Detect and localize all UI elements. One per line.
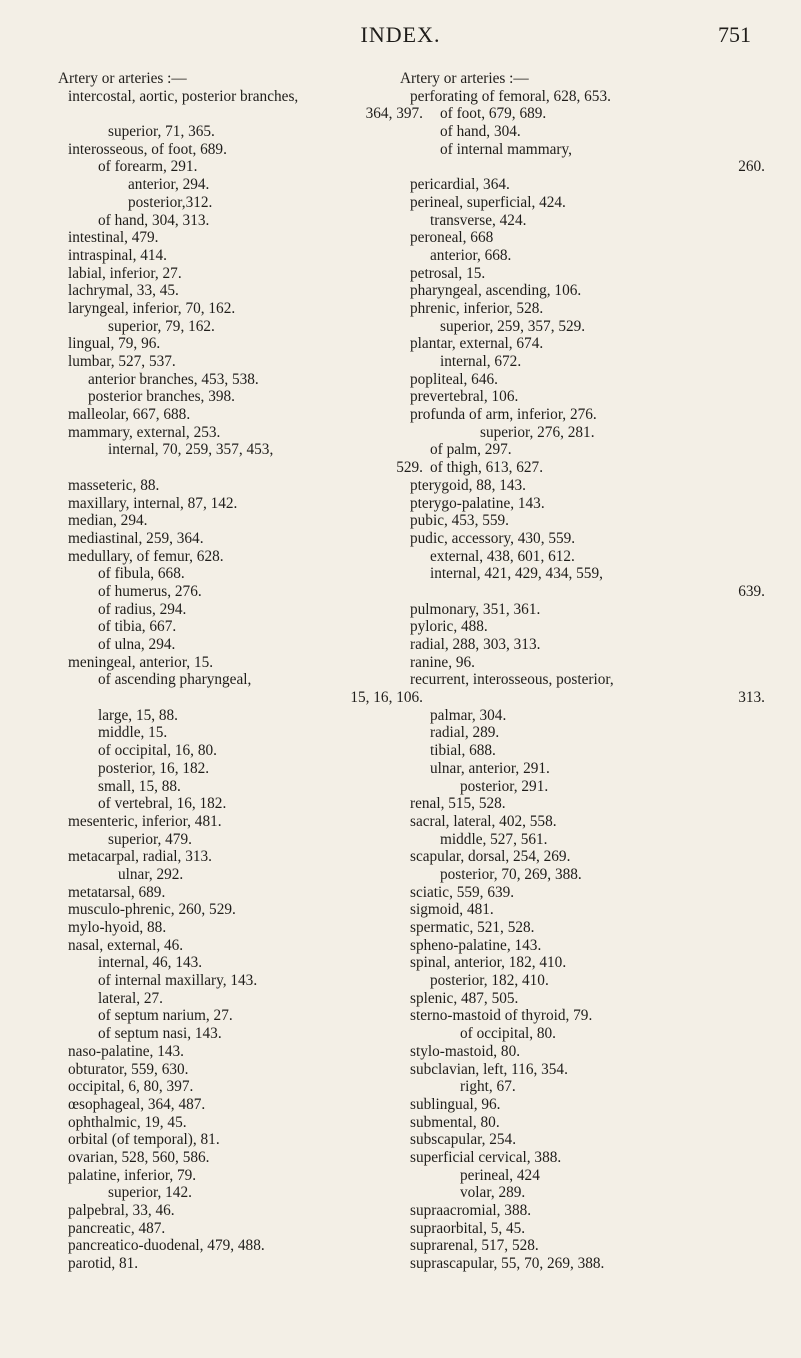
index-entry: recurrent, interosseous, posterior, bbox=[410, 671, 614, 689]
index-entry: small, 15, 88. bbox=[98, 777, 181, 795]
index-entry: pudic, accessory, 430, 559. bbox=[410, 529, 576, 547]
index-entry: mammary, external, 253. bbox=[68, 423, 221, 441]
index-entry: œsophageal, 364, 487. bbox=[68, 1095, 206, 1113]
index-entry: posterior branches, 398. bbox=[88, 388, 235, 406]
index-entry: pterygo-palatine, 143. bbox=[410, 494, 545, 512]
index-entry: volar, 289. bbox=[460, 1184, 526, 1202]
index-entry: large, 15, 88. bbox=[98, 706, 179, 724]
index-entry: profunda of arm, inferior, 276. bbox=[410, 406, 597, 424]
index-entry: superficial cervical, 388. bbox=[410, 1148, 562, 1166]
index-entry: splenic, 487, 505. bbox=[410, 989, 519, 1007]
index-entry: median, 294. bbox=[68, 512, 148, 530]
index-entries bbox=[58, 88, 423, 1273]
index-entry: 364, 397. bbox=[365, 105, 423, 123]
index-entry: pericardial, 364. bbox=[410, 176, 510, 194]
index-entry: nasal, external, 46. bbox=[68, 936, 184, 954]
running-title: INDEX. bbox=[360, 22, 441, 47]
index-entry: 529. bbox=[396, 459, 423, 477]
index-entry: 15, 16, 106. bbox=[350, 689, 423, 707]
index-entry: phrenic, inferior, 528. bbox=[410, 299, 544, 317]
index-entry: subclavian, left, 116, 354. bbox=[410, 1060, 568, 1078]
index-entry: of thigh, 613, 627. bbox=[430, 459, 544, 477]
index-entry: ovarian, 528, 560, 586. bbox=[68, 1148, 210, 1166]
index-entry: of vertebral, 16, 182. bbox=[98, 795, 227, 813]
index-entry: intercostal, aortic, posterior branches, bbox=[68, 87, 299, 105]
index-entry: peroneal, 668 bbox=[410, 229, 494, 247]
index-entry: pancreatic, 487. bbox=[68, 1219, 166, 1237]
index-entry: orbital (of temporal), 81. bbox=[68, 1131, 220, 1149]
index-entry: of septum narium, 27. bbox=[98, 1007, 233, 1025]
index-entry: of tibia, 667. bbox=[98, 618, 177, 636]
index-entry: supraacromial, 388. bbox=[410, 1202, 532, 1219]
index-entry: maxillary, internal, 87, 142. bbox=[68, 494, 238, 512]
index-entry: occipital, 6, 80, 397. bbox=[68, 1078, 194, 1096]
index-entry: internal, 421, 429, 434, 559, bbox=[430, 565, 603, 583]
index-entry: superior, 79, 162. bbox=[108, 317, 215, 335]
index-entry: of forearm, 291. bbox=[98, 158, 198, 176]
index-entry: pyloric, 488. bbox=[410, 618, 488, 636]
index-entry: 260. bbox=[738, 158, 765, 176]
index-entry: sublingual, 96. bbox=[410, 1095, 501, 1113]
index-column-left bbox=[58, 70, 423, 1273]
index-entry: suprarenal, 517, 528. bbox=[410, 1237, 539, 1255]
index-entry: 639. bbox=[738, 582, 765, 600]
index-entry: posterior, 16, 182. bbox=[98, 759, 210, 777]
index-entry: posterior, 70, 269, 388. bbox=[440, 865, 582, 883]
index-entry: laryngeal, inferior, 70, 162. bbox=[68, 299, 236, 317]
index-entry: meningeal, anterior, 15. bbox=[68, 653, 214, 671]
index-entry: mesenteric, inferior, 481. bbox=[68, 812, 222, 830]
index-entry: spinal, anterior, 182, 410. bbox=[410, 954, 567, 972]
index-entry: pterygoid, 88, 143. bbox=[410, 476, 526, 494]
column-heading: Artery or arteries :— bbox=[400, 70, 529, 87]
index-entry: submental, 80. bbox=[410, 1113, 500, 1131]
index-entry: prevertebral, 106. bbox=[410, 388, 519, 406]
index-entry: musculo-phrenic, 260, 529. bbox=[68, 901, 236, 919]
index-entry: perineal, superficial, 424. bbox=[410, 193, 566, 211]
index-entry: intestinal, 479. bbox=[68, 229, 159, 247]
page-number: 751 bbox=[718, 22, 751, 47]
index-entry: parotid, 81. bbox=[68, 1255, 139, 1273]
index-entry: pubic, 453, 559. bbox=[410, 512, 509, 530]
index-entry: anterior, 294. bbox=[128, 176, 210, 194]
index-entry: obturator, 559, 630. bbox=[68, 1060, 189, 1078]
index-entry: perforating of femoral, 628, 653. bbox=[410, 87, 611, 105]
index-entry: superior, 276, 281. bbox=[480, 423, 595, 441]
index-entry: of foot, 679, 689. bbox=[440, 105, 547, 123]
index-entry: transverse, 424. bbox=[430, 211, 527, 229]
index-entry: pancreatico-duodenal, 479, 488. bbox=[68, 1237, 265, 1255]
column-heading: Artery or arteries :— bbox=[58, 70, 187, 87]
index-entry: superior, 71, 365. bbox=[108, 123, 215, 141]
index-entry: of occipital, 80. bbox=[460, 1025, 557, 1043]
index-entry: metatarsal, 689. bbox=[68, 883, 166, 901]
index-entry: stylo-mastoid, 80. bbox=[410, 1042, 521, 1060]
index-entry: sterno-mastoid of thyroid, 79. bbox=[410, 1007, 593, 1025]
index-entry: external, 438, 601, 612. bbox=[430, 547, 575, 565]
index-entry: palatine, inferior, 79. bbox=[68, 1166, 197, 1184]
index-entry: radial, 289. bbox=[430, 724, 500, 742]
index-entry: middle, 527, 561. bbox=[440, 830, 548, 848]
index-entry: supraorbital, 5, 45. bbox=[410, 1219, 526, 1237]
index-entry: plantar, external, 674. bbox=[410, 335, 544, 353]
index-entry: interosseous, of foot, 689. bbox=[68, 140, 227, 158]
index-entry: anterior branches, 453, 538. bbox=[88, 370, 259, 388]
index-column-right bbox=[400, 70, 765, 1273]
index-entry: popliteal, 646. bbox=[410, 370, 498, 388]
index-entry: superior, 142. bbox=[108, 1184, 192, 1202]
index-entry: posterior,312. bbox=[128, 193, 213, 211]
index-entry: sacral, lateral, 402, 558. bbox=[410, 812, 557, 830]
index-entry: naso-palatine, 143. bbox=[68, 1042, 184, 1060]
index-entry: lachrymal, 33, 45. bbox=[68, 282, 179, 300]
index-entry: posterior, 291. bbox=[460, 777, 549, 795]
index-entry: 313. bbox=[738, 689, 765, 707]
index-entry: right, 67. bbox=[460, 1078, 516, 1096]
index-entry: ophthalmic, 19, 45. bbox=[68, 1113, 187, 1131]
index-entry: palmar, 304. bbox=[430, 706, 507, 724]
index-entry: internal, 46, 143. bbox=[98, 954, 203, 972]
index-entry: of hand, 304. bbox=[440, 123, 521, 141]
index-entry: superior, 259, 357, 529. bbox=[440, 317, 586, 335]
index-entry: of internal mammary, bbox=[440, 140, 572, 158]
index-entry: of radius, 294. bbox=[98, 600, 187, 618]
index-entry: internal, 672. bbox=[440, 353, 522, 370]
index-entry: lumbar, 527, 537. bbox=[68, 353, 176, 370]
index-entry: superior, 479. bbox=[108, 830, 192, 848]
index-entry: subscapular, 254. bbox=[410, 1131, 517, 1149]
index-entry: pulmonary, 351, 361. bbox=[410, 600, 541, 618]
index-entry: perineal, 424 bbox=[460, 1166, 540, 1184]
index-entry: sciatic, 559, 639. bbox=[410, 883, 515, 901]
index-entry: lingual, 79, 96. bbox=[68, 335, 161, 353]
index-entry: petrosal, 15. bbox=[410, 264, 486, 282]
index-entry: mediastinal, 259, 364. bbox=[68, 529, 204, 547]
index-entry: suprascapular, 55, 70, 269, 388. bbox=[410, 1255, 605, 1273]
index-entry: scapular, dorsal, 254, 269. bbox=[410, 848, 571, 866]
index-entry: metacarpal, radial, 313. bbox=[68, 848, 212, 866]
index-entry: palpebral, 33, 46. bbox=[68, 1202, 175, 1219]
index-entry: internal, 70, 259, 357, 453, bbox=[108, 441, 274, 459]
index-entry: of septum nasi, 143. bbox=[98, 1025, 222, 1043]
index-entry: of ulna, 294. bbox=[98, 636, 176, 653]
index-entry: renal, 515, 528. bbox=[410, 795, 506, 813]
index-entry: of internal maxillary, 143. bbox=[98, 972, 258, 990]
index-entry: spheno-palatine, 143. bbox=[410, 936, 542, 954]
index-entry: lateral, 27. bbox=[98, 989, 163, 1007]
index-entry: of humerus, 276. bbox=[98, 582, 202, 600]
index-entry: of fibula, 668. bbox=[98, 565, 185, 583]
index-entry: ulnar, 292. bbox=[118, 865, 184, 883]
index-entry: spermatic, 521, 528. bbox=[410, 919, 535, 936]
index-entries bbox=[400, 88, 765, 1273]
index-entry: sigmoid, 481. bbox=[410, 901, 494, 919]
index-entry: pharyngeal, ascending, 106. bbox=[410, 282, 582, 300]
index-entry: of palm, 297. bbox=[430, 441, 512, 459]
index-entry: middle, 15. bbox=[98, 724, 168, 742]
index-entry: intraspinal, 414. bbox=[68, 246, 167, 264]
index-entry: ulnar, anterior, 291. bbox=[430, 759, 550, 777]
index-entry: of ascending pharyngeal, bbox=[98, 671, 252, 689]
index-entry: medullary, of femur, 628. bbox=[68, 547, 224, 565]
index-entry: tibial, 688. bbox=[430, 742, 496, 760]
page-header bbox=[0, 22, 801, 52]
index-entry: masseteric, 88. bbox=[68, 476, 160, 494]
index-entry: of hand, 304, 313. bbox=[98, 211, 210, 229]
index-entry: mylo-hyoid, 88. bbox=[68, 919, 167, 936]
index-entry: posterior, 182, 410. bbox=[430, 972, 549, 990]
index-entry: ranine, 96. bbox=[410, 653, 475, 671]
index-entry: radial, 288, 303, 313. bbox=[410, 636, 541, 653]
index-entry: malleolar, 667, 688. bbox=[68, 406, 191, 424]
index-entry: of occipital, 16, 80. bbox=[98, 742, 217, 760]
index-entry: anterior, 668. bbox=[430, 246, 512, 264]
index-entry: labial, inferior, 27. bbox=[68, 264, 182, 282]
